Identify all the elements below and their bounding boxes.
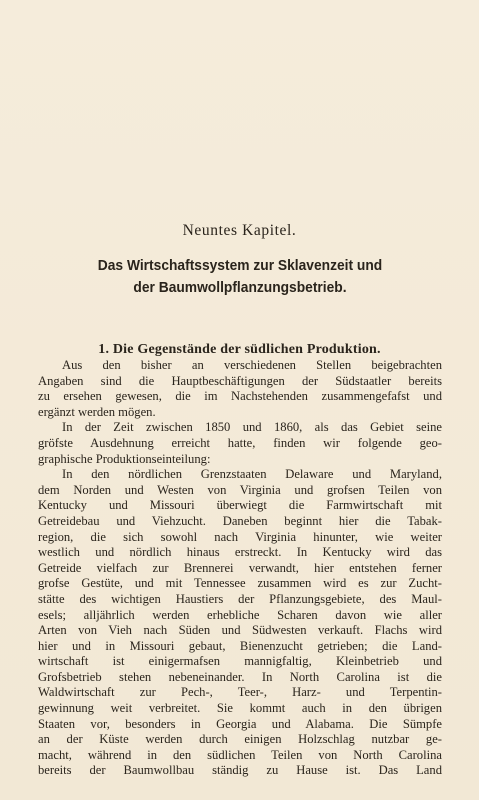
text-line: Grofsbetrieb stehen nebeneinander. In North Carolina ist die bbox=[38, 669, 442, 684]
text-line: macht, während in den südlichen Teilen von North Carolina bbox=[38, 747, 442, 762]
text-line: gröfste Ausdehnung erreicht hatte, finden wir folgende geo- bbox=[38, 435, 442, 450]
chapter-label: Neuntes Kapitel. bbox=[182, 222, 297, 239]
text-line: bereits der Baumwollbau ständig zu Hause ist. Das Land bbox=[38, 763, 442, 778]
text-line: an der Küste werden durch einigen Holzschlag nutzbar ge- bbox=[38, 732, 442, 747]
text-line: westlich und nördlich hinaus erstreckt. In Kentucky wird das bbox=[38, 545, 442, 560]
text-line: Aus den bisher an verschiedenen Stellen beigebrachten bbox=[62, 358, 442, 372]
chapter-title-line: der Baumwollpflanzungsbetrieb. bbox=[133, 279, 347, 296]
text-line: gewinnung weit verbreitet. Sie kommt auch in den übrigen bbox=[38, 701, 442, 716]
text-line: Angaben sind die Hauptbeschäftigungen der Südstaatler bereits bbox=[38, 373, 442, 388]
text-line: dem Norden und Westen von Virginia und grofsen Teilen von bbox=[38, 482, 442, 497]
text-line: region, die sich sowohl nach Virginia hinunter, wie weiter bbox=[38, 529, 442, 544]
text-line: stätte des wichtigen Haustiers der Pflanzungsgebiete, des Maul- bbox=[38, 591, 442, 606]
text-line: Staaten vor, besonders in Georgia und Alabama. Die Sümpfe bbox=[38, 716, 442, 731]
text-line: grofse Gestüte, und mit Tennessee zusammen wird es zur Zucht- bbox=[38, 576, 442, 591]
text-line: graphische Produktionseinteilung: bbox=[38, 451, 211, 466]
text-line: Arten von Vieh nach Süden und Südwesten verkauft. Flachs wird bbox=[38, 623, 442, 638]
text-line: wirtschaft ist einigermafsen mannigfaltig, Kleinbetrieb und bbox=[38, 654, 442, 669]
body-text bbox=[38, 358, 442, 779]
text-line: In der Zeit zwischen 1850 und 1860, als das Gebiet seine bbox=[62, 420, 442, 435]
text-line: Getreidebau und Viehzucht. Daneben beginnt hier die Tabak- bbox=[38, 513, 442, 528]
text-line: Kentucky und Missouri überwiegt die Farmwirtschaft mit bbox=[38, 498, 442, 513]
text-line: In den nördlichen Grenzstaaten Delaware und Maryland, bbox=[62, 467, 442, 482]
text-line: Getreide vielfach zur Brennerei verwandt, hier entstehen ferner bbox=[38, 560, 442, 575]
text-line: zu ersehen gewesen, die im Nachstehenden zusammengefafst und bbox=[38, 389, 442, 404]
chapter-title-line: Das Wirtschaftssystem zur Sklavenzeit und bbox=[97, 257, 383, 274]
text-line: Waldwirtschaft zur Pech-, Teer-, Harz- und Terpentin- bbox=[38, 685, 442, 700]
text-line: ergänzt werden mögen. bbox=[38, 404, 156, 419]
text-line: hier und in Missouri gebaut, Bienenzucht getrieben; die Land- bbox=[38, 638, 442, 653]
text-line: esels; alljährlich werden erhebliche Scharen davon wie aller bbox=[38, 607, 442, 622]
chapter-title bbox=[56, 255, 424, 299]
section-heading: 1. Die Gegenstände der südlichen Produktion. bbox=[98, 342, 381, 357]
